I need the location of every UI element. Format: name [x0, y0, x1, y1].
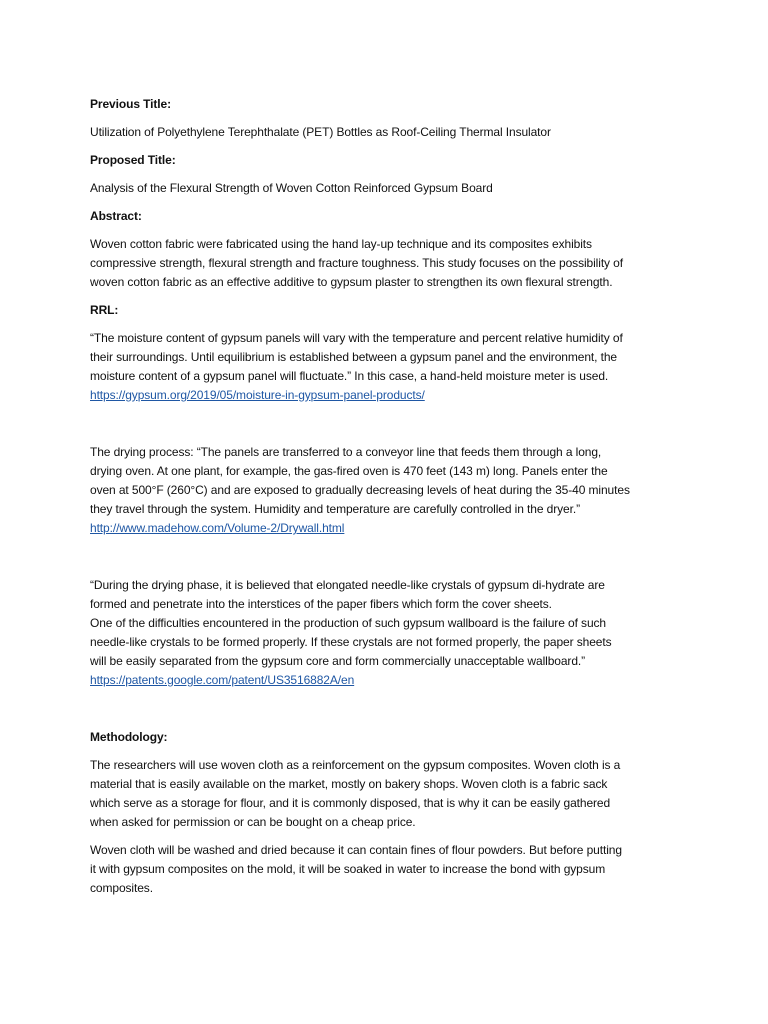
rrl-quote-2-line: oven at 500°F (260°C) and are exposed to gradually decreasing levels of heat during the 35-40 minutes [90, 483, 630, 497]
rrl-quote-2-line: The drying process: “The panels are transferred to a conveyor line that feeds them through a long, [90, 445, 602, 459]
abstract-line: Woven cotton fabric were fabricated using the hand lay-up technique and its composites exhibits [90, 237, 592, 251]
abstract-label: Abstract: [90, 209, 142, 223]
rrl-label: RRL: [90, 303, 119, 317]
rrl-quote-3-line: will be easily separated from the gypsum core and form commercially unacceptable wallboard.” [90, 654, 586, 668]
rrl-quote-2 [90, 443, 680, 538]
proposed-title-label: Proposed Title: [90, 153, 176, 167]
methodology-line: composites. [90, 881, 153, 895]
abstract-paragraph [90, 235, 680, 292]
methodology-line: which serve as a storage for flour, and it is commonly disposed, that is why it can be easily gathered [90, 796, 611, 810]
previous-title: Utilization of Polyethylene Terephthalate (PET) Bottles as Roof-Ceiling Thermal Insulator [90, 125, 551, 139]
rrl-quote-3-line: formed and penetrate into the interstices of the paper fibers which form the cover sheets. [90, 597, 552, 611]
methodology-paragraph-1 [90, 756, 680, 832]
methodology-line: material that is easily available on the market, mostly on bakery shops. Woven cloth is a fabric sack [90, 777, 608, 791]
rrl-quote-2-line: drying oven. At one plant, for example, the gas-fired oven is 470 feet (143 m) long. Panels enter the [90, 464, 608, 478]
paragraph-gap [90, 414, 680, 443]
previous-title-label: Previous Title: [90, 97, 171, 111]
document-body [90, 95, 680, 907]
rrl-quote-1 [90, 329, 680, 405]
methodology-line: when asked for permission or can be bought on a cheap price. [90, 815, 416, 829]
rrl-quote-1-line: moisture content of a gypsum panel will fluctuate.” In this case, a hand-held moisture meter is used. [90, 369, 609, 383]
proposed-title: Analysis of the Flexural Strength of Woven Cotton Reinforced Gypsum Board [90, 181, 493, 195]
rrl-quote-3-line: “During the drying phase, it is believed that elongated needle-like crystals of gypsum di-hydrate are [90, 578, 605, 592]
abstract-line: compressive strength, flexural strength and fracture toughness. This study focuses on the possibility of [90, 256, 623, 270]
methodology-line: it with gypsum composites on the mold, it will be soaked in water to increase the bond with gypsum [90, 862, 606, 876]
methodology-line: Woven cloth will be washed and dried because it can contain fines of flour powders. But before putting [90, 843, 622, 857]
methodology-paragraph-2 [90, 841, 680, 898]
paragraph-gap [90, 699, 680, 728]
rrl-quote-3-line: One of the difficulties encountered in the production of such gypsum wallboard is the failure of such [90, 616, 606, 630]
rrl-link-madehow[interactable]: http://www.madehow.com/Volume-2/Drywall.html [90, 521, 345, 535]
rrl-link-gypsum-org[interactable]: https://gypsum.org/2019/05/moisture-in-gypsum-panel-products/ [90, 388, 425, 402]
rrl-link-google-patents[interactable]: https://patents.google.com/patent/US3516882A/en [90, 673, 355, 687]
rrl-quote-2-line: they travel through the system. Humidity and temperature are carefully controlled in the dryer.” [90, 502, 580, 516]
methodology-line: The researchers will use woven cloth as a reinforcement on the gypsum composites. Woven cloth is a [90, 758, 621, 772]
abstract-line: woven cotton fabric as an effective additive to gypsum plaster to strengthen its own flexural strength. [90, 275, 613, 289]
paragraph-gap [90, 547, 680, 576]
rrl-quote-1-line: “The moisture content of gypsum panels will vary with the temperature and percent relative humidity of [90, 331, 623, 345]
rrl-quote-3 [90, 576, 680, 690]
rrl-quote-1-line: their surroundings. Until equilibrium is established between a gypsum panel and the environment, the [90, 350, 617, 364]
methodology-label: Methodology: [90, 730, 168, 744]
rrl-quote-3-line: needle-like crystals to be formed properly. If these crystals are not formed properly, the paper sheets [90, 635, 612, 649]
